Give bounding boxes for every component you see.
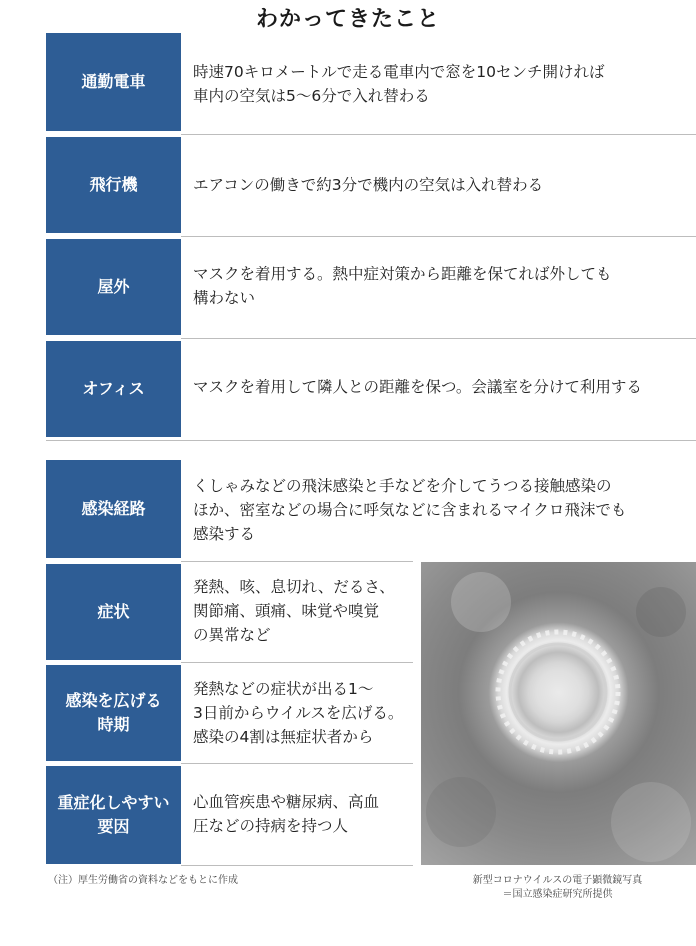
row-label-airplane: 飛行機: [46, 137, 181, 233]
row-divider: [181, 662, 413, 663]
row-label-spreading-period: 感染を広げる 時期: [46, 665, 181, 761]
row-label-commuter-train: 通勤電車: [46, 33, 181, 131]
row-text-infection-route: くしゃみなどの飛沫感染と手などを介してうつる接触感染の ほか、密室などの場合に呼気などに含まれるマイクロ飛沫でも 感染する: [193, 477, 627, 543]
row-label-office: オフィス: [46, 341, 181, 437]
section-divider: [46, 440, 696, 441]
page-title: わかってきたこと: [255, 7, 440, 32]
row-label-outdoors: 屋外: [46, 239, 181, 335]
row-divider: [181, 561, 413, 562]
row-divider: [181, 865, 413, 866]
virus-micrograph-image: [421, 562, 696, 865]
row-text-severity-factors: 心血管疾患や糖尿病、高血 圧などの持病を持つ人: [193, 793, 380, 835]
row-divider: [181, 763, 413, 764]
row-label-severity-factors: 重症化しやすい 要因: [46, 766, 181, 864]
footnote: （注）厚生労働省の資料などをもとに作成: [48, 875, 238, 886]
row-text-commuter-train: 時速70キロメートルで走る電車内で窓を10センチ開ければ 車内の空気は5～6分で入れ替わる: [193, 63, 605, 105]
row-divider: [181, 236, 696, 237]
row-text-symptoms: 発熱、咳、息切れ、だるさ、 関節痛、頭痛、味覚や嗅覚 の異常など: [193, 578, 395, 644]
row-divider: [181, 338, 696, 339]
row-text-outdoors: マスクを着用する。熱中症対策から距離を保てれば外しても 構わない: [193, 265, 612, 307]
row-text-office: マスクを着用して隣人との距離を保つ。会議室を分けて利用する: [193, 378, 642, 396]
row-text-airplane: エアコンの働きで約3分で機内の空気は入れ替わる: [193, 176, 544, 194]
row-label-symptoms: 症状: [46, 564, 181, 660]
row-divider: [181, 134, 696, 135]
photo-caption: 新型コロナウイルスの電子顕微鏡写真 ＝国立感染症研究所提供: [472, 875, 643, 900]
row-label-infection-route: 感染経路: [46, 460, 181, 558]
row-text-spreading-period: 発熱などの症状が出る1～ 3日前からウイルスを広げる。 感染の4割は無症状者から: [193, 680, 404, 746]
